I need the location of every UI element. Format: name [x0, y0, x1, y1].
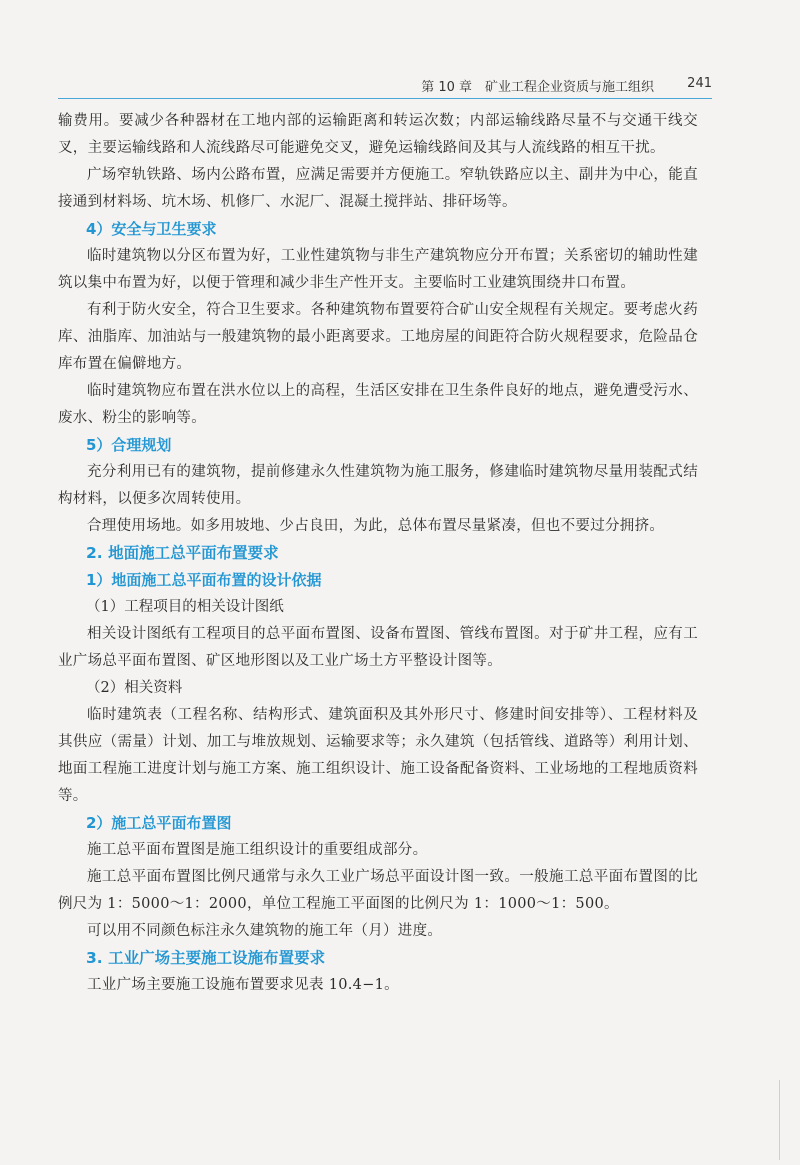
paragraph: 合理使用场地。如多用坡地、少占良田，为此，总体布置尽量紧凑，但也不要过分拥挤。	[87, 518, 665, 534]
paragraph: 广场窄轨铁路、场内公路布置，应满足需要并方便施工。窄轨铁路应以主、副井为中心，能直接通到材料场、坑木场、机修厂、水泥厂、混凝土搅拌站、排矸场等。	[58, 167, 698, 210]
running-header	[58, 70, 712, 99]
paragraph: 临时建筑物应布置在洪水位以上的高程，生活区安排在卫生条件良好的地点，避免遭受污水、废水、粉尘的影响等。	[58, 383, 698, 426]
paragraph: 输费用。要减少各种器材在工地内部的运输距离和转运次数；内部运输线路尽量不与交通干线交叉，主要运输线路和人流线路尽可能避免交叉，避免运输线路间及其与人流线路的相互干扰。	[58, 113, 698, 156]
section-heading: 2. 地面施工总平面布置要求	[86, 544, 279, 562]
page-number: 241	[687, 76, 712, 91]
subsection-heading: 5）合理规划	[86, 436, 172, 454]
paragraph: 施工总平面布置图是施工组织设计的重要组成部分。	[87, 842, 428, 858]
paragraph: 可以用不同颜色标注永久建筑物的施工年（月）进度。	[87, 923, 443, 939]
section-heading: 3. 工业广场主要施工设施布置要求	[86, 949, 326, 967]
page-body	[58, 108, 698, 999]
paragraph: 临时建筑表（工程名称、结构形式、建筑面积及其外形尺寸、修建时间安排等）、工程材料及其供应（需量）计划、加工与堆放规划、运输要求等；永久建筑（包括管线、道路等）利用计划、地面工程施工进度计划与施工方案、施工组织设计、施工设备配备资料、工业场地的工程地质资料等。	[58, 707, 698, 804]
paragraph: 充分利用已有的建筑物，提前修建永久性建筑物为施工服务，修建临时建筑物尽量用装配式结构材料，以便多次周转使用。	[58, 464, 698, 507]
paragraph: 工业广场主要施工设施布置要求见表 10.4−1。	[87, 977, 399, 993]
paragraph: 临时建筑物以分区布置为好，工业性建筑物与非生产建筑物应分开布置；关系密切的辅助性建筑以集中布置为好，以便于管理和减少非生产性开支。主要临时工业建筑围绕井口布置。	[58, 248, 698, 291]
paragraph: 施工总平面布置图比例尺通常与永久工业广场总平面设计图一致。一般施工总平面布置图的比例尺为 1：5000～1：2000，单位工程施工平面图的比例尺为 1：1000～1：500。	[58, 869, 698, 912]
numbered-item: （1）工程项目的相关设计图纸	[86, 599, 284, 615]
subsection-heading: 2）施工总平面布置图	[86, 814, 232, 832]
subsection-heading: 4）安全与卫生要求	[86, 220, 217, 238]
paragraph: 有利于防火安全，符合卫生要求。各种建筑物布置要符合矿山安全规程有关规定。要考虑火药库、油脂库、加油站与一般建筑物的最小距离要求。工地房屋的间距符合防火规程要求，危险品仓库布置在偏僻地方。	[58, 302, 698, 372]
numbered-item: （2）相关资料	[86, 680, 183, 696]
chapter-title: 第 10 章 矿业工程企业资质与施工组织	[421, 80, 654, 95]
subsection-heading: 1）地面施工总平面布置的设计依据	[86, 571, 322, 589]
page-edge-shadow	[779, 1080, 780, 1160]
paragraph: 相关设计图纸有工程项目的总平面布置图、设备布置图、管线布置图。对于矿井工程，应有工业广场总平面布置图、矿区地形图以及工业广场土方平整设计图等。	[58, 626, 698, 669]
